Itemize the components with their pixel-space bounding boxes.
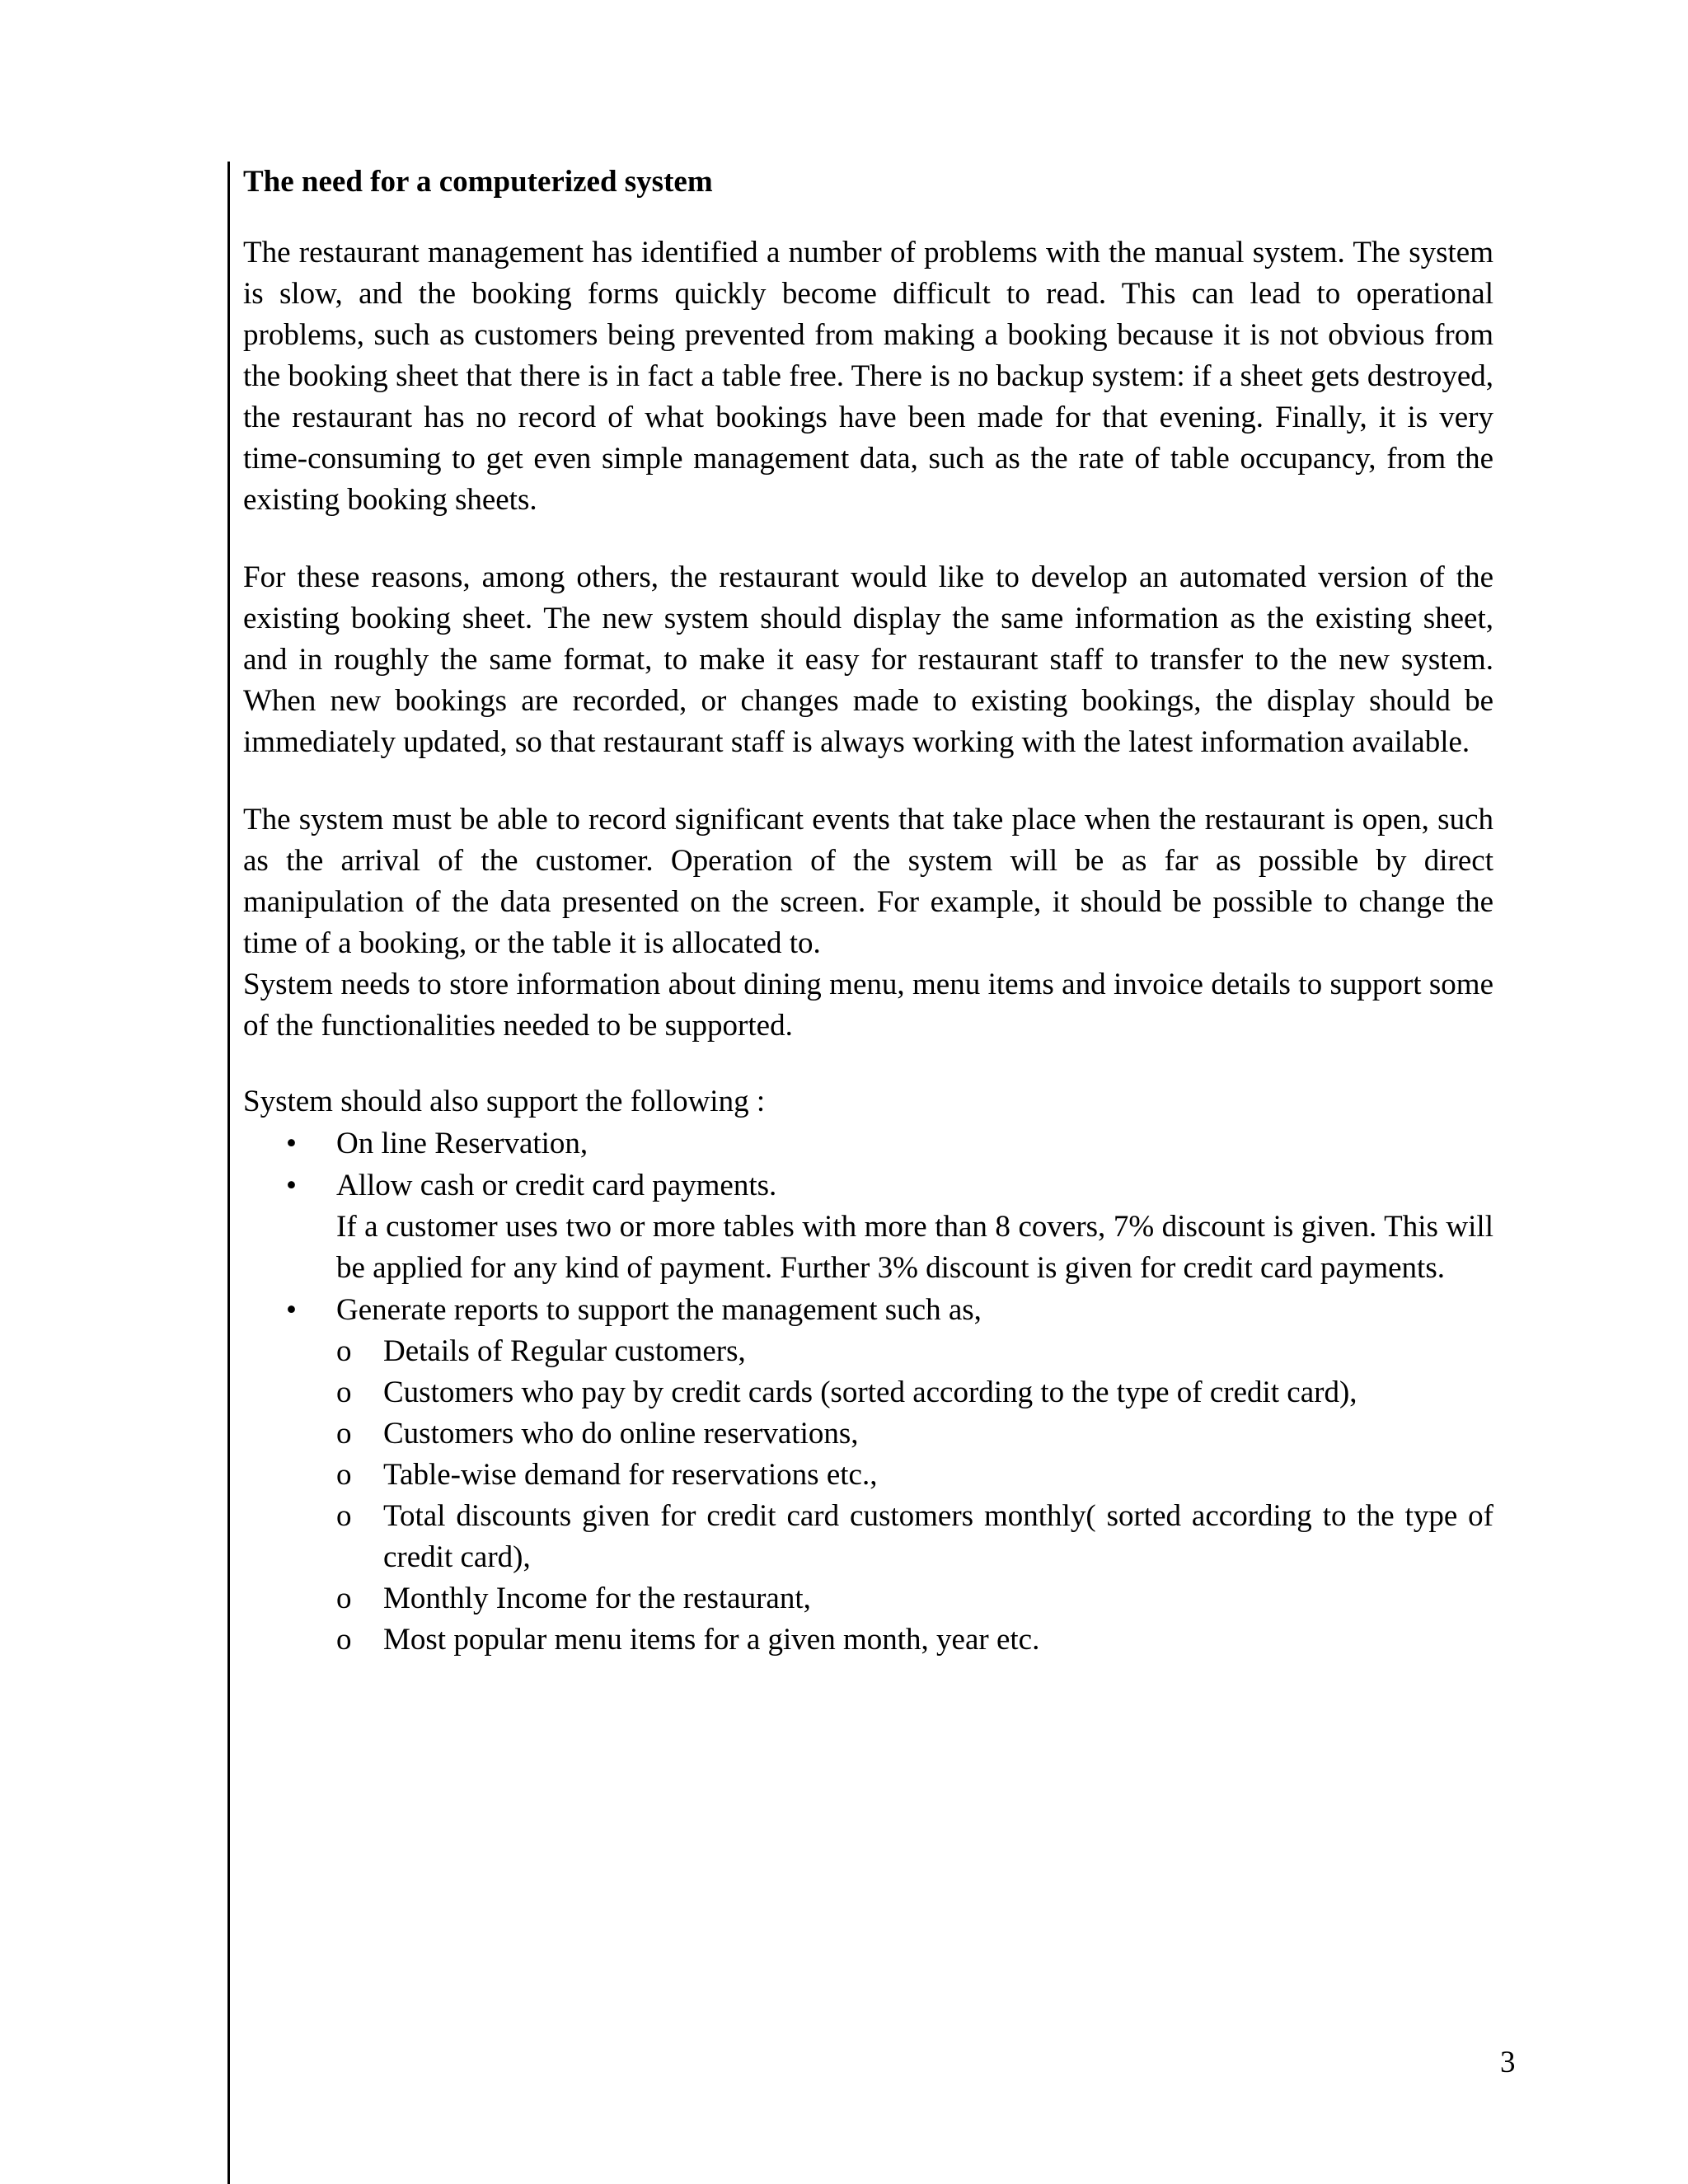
bullet-icon: • (286, 1169, 297, 1202)
report-item: Most popular menu items for a given month, year etc. (383, 1623, 1040, 1657)
bullet-icon: • (286, 1293, 297, 1327)
feature-list (243, 1123, 1493, 1331)
report-item: Details of Regular customers, (383, 1334, 746, 1368)
sub-bullet-icon: o (336, 1499, 352, 1533)
paragraph-automation: For these reasons, among others, the restaurant would like to develop an automated version of the existing booking sheet. The new system should display the same information as the existing sheet, and in roughly the same format, to make it easy for restaurant staff to transfer to the new system. When new bookings are recorded, or changes made to existing bookings, the display should be immediately updated, so that restaurant staff is always working with the latest information available. (243, 560, 1493, 759)
bullet-text: On line Reservation, (336, 1127, 588, 1160)
document-body (243, 162, 1493, 1661)
page-number: 3 (1500, 2046, 1516, 2079)
list-item (243, 1413, 1493, 1455)
report-item: Table-wise demand for reservations etc., (383, 1458, 878, 1492)
bullet-text: Allow cash or credit card payments. (336, 1169, 777, 1202)
paragraph-menu-storage: System needs to store information about dining menu, menu items and invoice details to support some of the functionalities needed to be supported. (243, 968, 1493, 1043)
sub-bullet-icon: o (336, 1582, 352, 1615)
section-heading: The need for a computerized system (243, 165, 713, 199)
report-item: Monthly Income for the restaurant, (383, 1582, 811, 1615)
report-item: Total discounts given for credit card customers monthly( sorted according to the type of credit card), (383, 1499, 1493, 1574)
sub-bullet-icon: o (336, 1623, 352, 1657)
list-item (243, 1578, 1493, 1619)
sub-bullet-icon: o (336, 1334, 352, 1368)
sub-bullet-icon: o (336, 1376, 352, 1409)
sub-bullet-icon: o (336, 1458, 352, 1492)
bullet-icon: • (286, 1127, 297, 1160)
discount-detail: If a customer uses two or more tables with more than 8 covers, 7% discount is given. This will be applied for any kind of payment. Further 3% discount is given for credit card payments. (336, 1210, 1493, 1285)
list-item (243, 1123, 1493, 1165)
list-item (243, 1290, 1493, 1331)
bullet-text: Generate reports to support the management such as, (336, 1293, 982, 1327)
report-item: Customers who do online reservations, (383, 1417, 859, 1451)
margin-rule (227, 162, 230, 2184)
report-list (243, 1331, 1493, 1661)
list-item (243, 1496, 1493, 1578)
list-item (243, 1455, 1493, 1496)
list-item (243, 1372, 1493, 1413)
sub-bullet-icon: o (336, 1417, 352, 1451)
paragraph-events: The system must be able to record significant events that take place when the restaurant is open, such as the arrival of the customer. Operation of the system will be as far as possible by direct manipulation of the data presented on the screen. For example, it should be possible to change the time of a booking, or the table it is allocated to. (243, 803, 1493, 960)
list-item (243, 1165, 1493, 1289)
list-item (243, 1331, 1493, 1372)
report-item: Customers who pay by credit cards (sorted according to the type of credit card), (383, 1376, 1357, 1409)
paragraph-problems: The restaurant management has identified a number of problems with the manual system. The system is slow, and the booking forms quickly become difficult to read. This can lead to operational problems, such as customers being prevented from making a booking because it is not obvious from the booking sheet that there is in fact a table free. There is no backup system: if a sheet gets destroyed, the restaurant has no record of what bookings have been made for that evening. Finally, it is very time-consuming to get even simple management data, such as the rate of table occupancy, from the existing booking sheets. (243, 236, 1493, 517)
support-intro: System should also support the following : (243, 1085, 766, 1118)
list-item (243, 1619, 1493, 1661)
